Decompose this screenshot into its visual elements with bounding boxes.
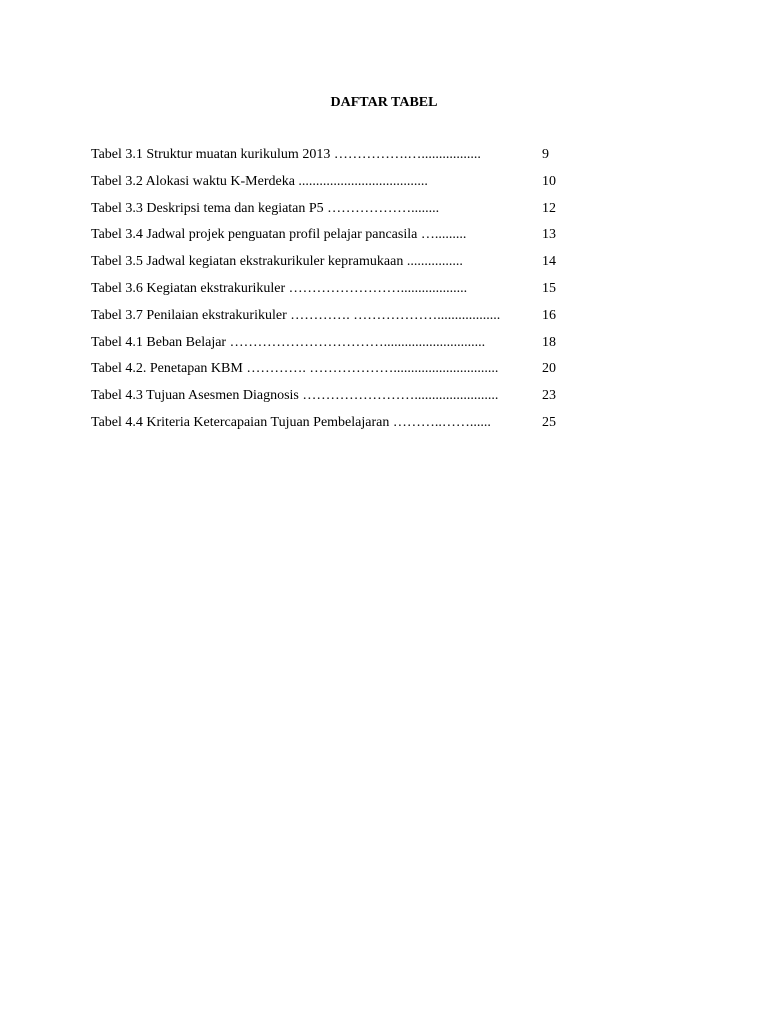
entry-page-number: 14 <box>542 254 556 270</box>
entry-page-number: 25 <box>542 414 556 430</box>
entry-page-number: 15 <box>542 280 556 296</box>
list-item <box>91 307 571 334</box>
entry-title: Tabel 4.4 Kriteria Ketercapaian Tujuan Pembelajaran ………..……...... <box>91 414 491 430</box>
list-item <box>91 253 571 280</box>
entry-page-number: 13 <box>542 227 556 243</box>
entry-page-number: 12 <box>542 200 556 216</box>
list-item <box>91 387 571 414</box>
entry-title: Tabel 3.4 Jadwal projek penguatan profil pelajar pancasila …......... <box>91 227 467 243</box>
entry-title: Tabel 4.2. Penetapan KBM …………. ……………….............................. <box>91 361 499 377</box>
entry-page-number: 10 <box>542 173 556 189</box>
list-item <box>91 414 571 441</box>
entry-page-number: 23 <box>542 388 556 404</box>
entry-title: Tabel 3.5 Jadwal kegiatan ekstrakurikuler kepramukaan ................ <box>91 254 463 270</box>
list-item <box>91 200 571 227</box>
entry-title: Tabel 4.3 Tujuan Asesmen Diagnosis ……………………........................ <box>91 388 499 404</box>
entry-title: Tabel 3.2 Alokasi waktu K-Merdeka ..................................... <box>91 173 428 189</box>
list-item <box>91 226 571 253</box>
list-item <box>91 360 571 387</box>
list-item <box>91 173 571 200</box>
entry-page-number: 18 <box>542 334 556 350</box>
list-item <box>91 280 571 307</box>
list-item <box>91 146 571 173</box>
entry-title: Tabel 4.1 Beban Belajar ……………………………............................. <box>91 334 486 350</box>
list-item <box>91 334 571 361</box>
page-title: DAFTAR TABEL <box>330 95 438 110</box>
table-list <box>91 146 571 441</box>
entry-title: Tabel 3.3 Deskripsi tema dan kegiatan P5 ………………........ <box>91 200 440 216</box>
entry-page-number: 20 <box>542 361 556 377</box>
entry-page-number: 9 <box>542 147 549 162</box>
entry-title: Tabel 3.1 Struktur muatan kurikulum 2013 …………….…................. <box>91 147 481 162</box>
entry-title: Tabel 3.6 Kegiatan ekstrakurikuler ……………………................... <box>91 280 468 296</box>
entry-title: Tabel 3.7 Penilaian ekstrakurikuler …………. ……………….................. <box>91 307 501 323</box>
entry-page-number: 16 <box>542 307 556 323</box>
